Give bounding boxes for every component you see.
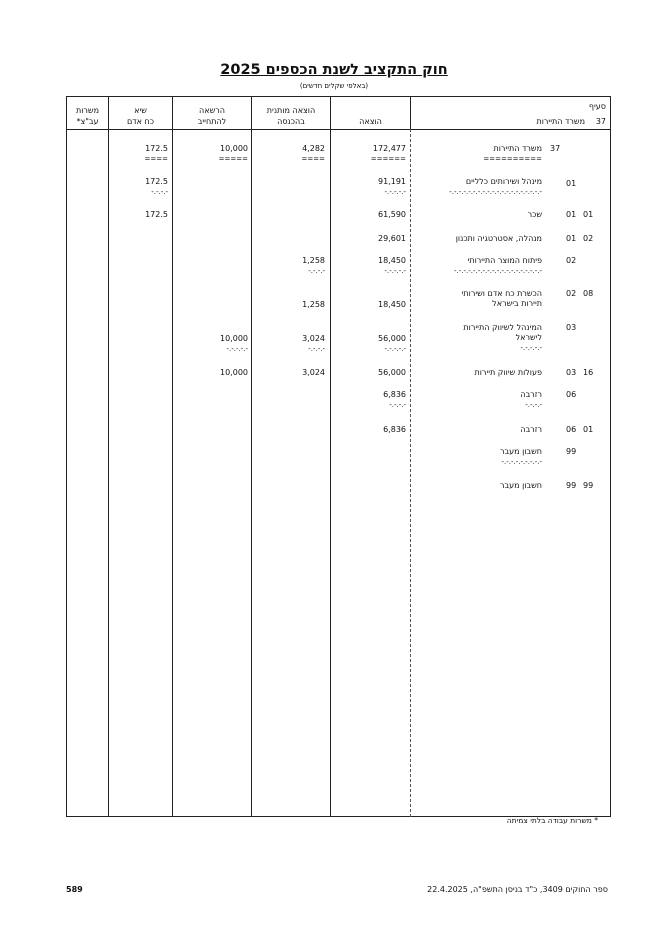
row-name-underline: -.-.-.-.-.-.-.-.-	[501, 458, 542, 466]
row-expense: 56,000	[378, 368, 406, 377]
row-item-code: 08	[583, 289, 594, 298]
row-section-code: 02	[566, 256, 577, 265]
col-divider	[251, 96, 252, 817]
row-section-code: 01	[566, 179, 577, 188]
row-section-code: 03	[566, 368, 577, 377]
row-expense: 172,477	[372, 144, 406, 153]
row-name: רזרבה	[520, 390, 542, 399]
row-item-code: 01	[583, 210, 594, 219]
row-section-code: 06	[566, 425, 577, 434]
row-name: חשבון מעבר	[499, 447, 542, 456]
row-name-underline: -.-.-.-	[525, 401, 542, 409]
row-manpower-underline: -.-.-.-	[151, 188, 168, 196]
row-item-code: 02	[583, 234, 594, 243]
publication-reference: ספר החוקים 3409, כ"ד בניסן התשפ"ה, 22.4.2025	[427, 885, 608, 894]
header-divider	[66, 129, 611, 130]
header-conditional-expense-2: בהכנסה	[277, 117, 305, 126]
header-manpower: שיא	[134, 106, 147, 115]
row-expense: 18,450	[378, 256, 406, 265]
row-section-code: 03	[566, 323, 577, 332]
col-divider	[172, 96, 173, 817]
row-section-code: 99	[566, 447, 577, 456]
row-name: רזרבה	[520, 425, 542, 434]
col-divider	[330, 96, 331, 817]
row-name: פעולות שיווק תיירות	[474, 368, 542, 377]
row-section-code: 02	[566, 289, 577, 298]
row-section-code: 06	[566, 390, 577, 399]
row-expense: 56,000	[378, 334, 406, 343]
row-name: פיתוח המוצר התיירותי	[467, 256, 542, 265]
header-section: סעיף	[588, 102, 606, 111]
row-name-underline: -.-.-.-.-.-.-.-.-.-.-.-.-.-.-.-.-.-.-.-	[449, 188, 542, 196]
row-expense: 61,590	[378, 210, 406, 219]
row-section-code: 37	[550, 144, 561, 153]
row-expense: 6,836	[383, 390, 406, 399]
row-name: מנהלה, אסטרטגיה ותכנון	[455, 234, 542, 243]
header-expense: הוצאה	[359, 117, 382, 126]
row-name: שכר	[527, 210, 542, 219]
col-divider-dashed	[410, 129, 411, 817]
row-expense: 29,601	[378, 234, 406, 243]
row-expense: 18,450	[378, 300, 406, 309]
row-conditional: 1,258	[302, 256, 325, 265]
row-section-code: 99	[566, 481, 577, 490]
page-subtitle: (באלפי שקלים חדשים)	[299, 82, 369, 90]
row-section-code: 01	[566, 234, 577, 243]
row-expense: 6,836	[383, 425, 406, 434]
row-conditional: 4,282	[302, 144, 325, 153]
row-name-line2: תיירות בישראל	[492, 299, 542, 308]
row-conditional: 3,024	[302, 334, 325, 343]
row-commitment: 10,000	[220, 334, 248, 343]
row-manpower: 172.5	[145, 144, 168, 153]
row-expense-underline: -.-.-.-.-	[384, 188, 406, 196]
row-item-code: 16	[583, 368, 594, 377]
header-manpower-2: כח אדם	[126, 117, 155, 126]
row-name-underline: -.-.-.-.-.-.-.-.-.-.-.-.-.-.-.-.-.-.-	[453, 267, 542, 275]
row-expense-underline: -.-.-.-.-	[384, 267, 406, 275]
row-commitment: 10,000	[220, 368, 248, 377]
header-conditional-expense: הוצאה מותנית	[266, 106, 316, 115]
row-name: הכשרת כח אדם ושירותי	[461, 289, 542, 298]
header-section-code: 37	[595, 117, 606, 126]
page-title: חוק התקציב לשנת הכספים 2025	[220, 62, 448, 78]
row-name-line2: לישראל	[515, 333, 542, 342]
row-name: המינהל לשיווק התיירות	[463, 323, 542, 332]
row-conditional: 3,024	[302, 368, 325, 377]
row-commitment: 10,000	[220, 144, 248, 153]
col-divider	[108, 96, 109, 817]
row-expense-underline: ======	[370, 155, 406, 163]
row-manpower: 172.5	[145, 210, 168, 219]
row-name: חשבון מעבר	[499, 481, 542, 490]
header-positions: משרות	[75, 106, 100, 115]
row-name-underline: -.-.-.-.-	[520, 344, 542, 352]
col-divider	[410, 96, 411, 129]
header-positions-2: עב"צ*	[76, 117, 99, 126]
row-manpower-underline: ====	[144, 155, 168, 163]
header-commitment: הרשאה	[199, 106, 225, 115]
page-number: 589	[66, 885, 83, 894]
header-commitment-2: להתחייב	[197, 117, 227, 126]
row-manpower: 172.5	[145, 177, 168, 186]
row-name: מינהל ושירותים כלליים	[465, 177, 542, 186]
row-conditional-underline: -.-.-.-	[308, 345, 325, 353]
row-section-code: 01	[566, 210, 577, 219]
footnote: * משרות עבודה בלתי צמיתה	[506, 816, 598, 825]
header-section-name: משרד התיירות	[536, 117, 585, 126]
row-commitment-underline: -.-.-.-.-	[226, 345, 248, 353]
row-expense-underline: -.-.-.-.-	[384, 345, 406, 353]
row-item-code: 01	[583, 425, 594, 434]
row-conditional: 1,258	[302, 300, 325, 309]
row-name: משרד התיירות	[493, 144, 542, 153]
row-expense-underline: -.-.-.-	[389, 401, 406, 409]
row-conditional-underline: ====	[301, 155, 325, 163]
row-item-code: 99	[583, 481, 594, 490]
row-name-underline: ==========	[483, 155, 542, 163]
row-conditional-underline: -.-.-.-	[308, 267, 325, 275]
row-commitment-underline: =====	[218, 155, 248, 163]
row-expense: 91,191	[378, 177, 406, 186]
